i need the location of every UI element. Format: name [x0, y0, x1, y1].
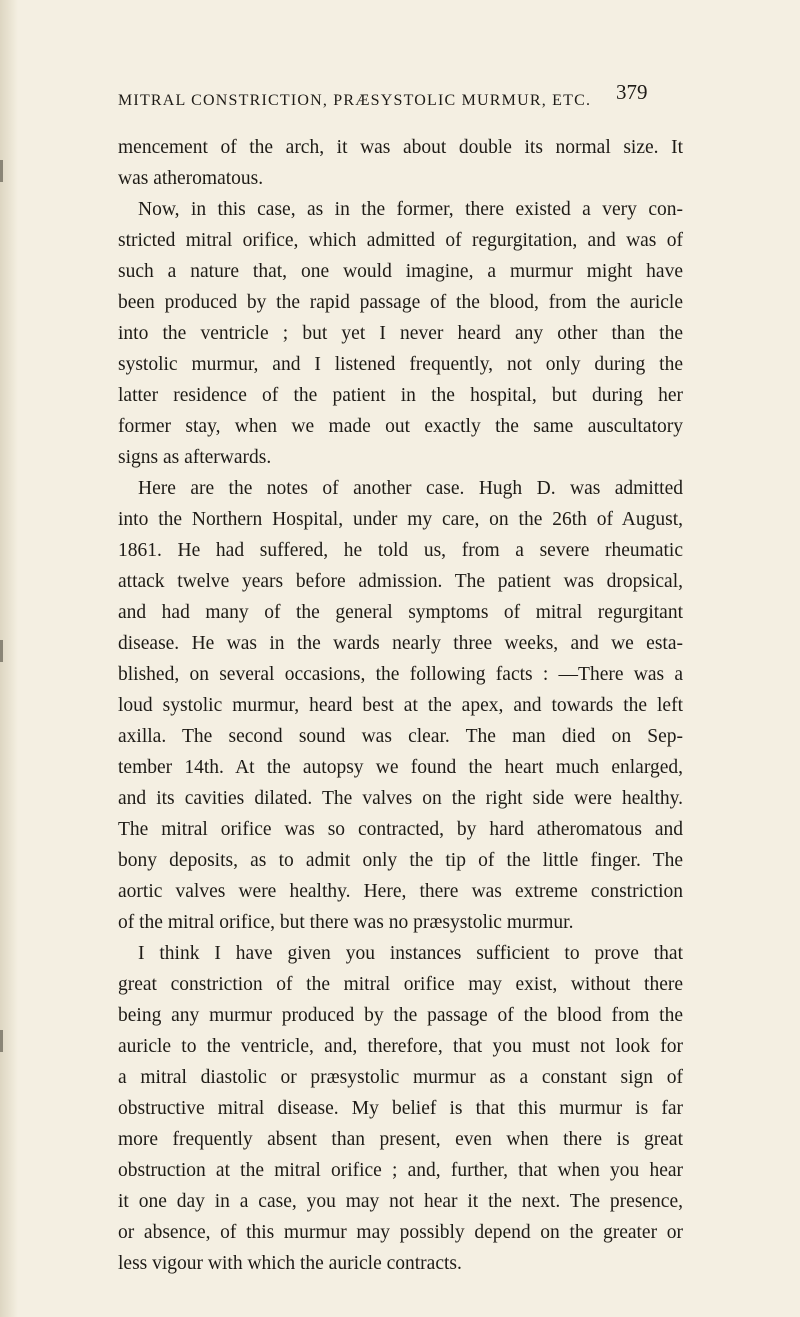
- text-line: I think I have given you instances sufficient to prove that: [138, 943, 683, 964]
- text-line: been produced by the rapid passage of the blood, from the auricle: [118, 292, 683, 313]
- text-line: it one day in a case, you may not hear it the next. The presence,: [118, 1191, 683, 1212]
- page-number: 379: [616, 80, 648, 104]
- text-line: blished, on several occasions, the following facts : —There was a: [118, 664, 683, 685]
- binding-mark: [0, 640, 3, 662]
- text-line: axilla. The second sound was clear. The man died on Sep-: [118, 726, 683, 747]
- text-line: Now, in this case, as in the former, there existed a very con-: [138, 199, 683, 220]
- text-line: aortic valves were healthy. Here, there was extreme constriction: [118, 881, 683, 902]
- text-line: was atheromatous.: [118, 168, 264, 189]
- text-line: and its cavities dilated. The valves on the right side were healthy.: [118, 788, 683, 809]
- body-text: [118, 132, 683, 1279]
- page-header: [118, 80, 648, 120]
- text-line: former stay, when we made out exactly the same auscultatory: [118, 416, 683, 437]
- text-line: being any murmur produced by the passage of the blood from the: [118, 1005, 683, 1026]
- text-line: more frequently absent than present, even when there is great: [118, 1129, 683, 1150]
- text-line: of the mitral orifice, but there was no præsystolic murmur.: [118, 912, 574, 933]
- text-line: bony deposits, as to admit only the tip of the little finger. The: [118, 850, 683, 871]
- text-line: systolic murmur, and I listened frequently, not only during the: [118, 354, 683, 375]
- text-line: great constriction of the mitral orifice may exist, without there: [118, 974, 683, 995]
- text-line: tember 14th. At the autopsy we found the heart much enlarged,: [118, 757, 683, 778]
- text-line: stricted mitral orifice, which admitted of regurgitation, and was of: [118, 230, 683, 251]
- text-line: disease. He was in the wards nearly three weeks, and we esta-: [118, 633, 683, 654]
- text-line: a mitral diastolic or præsystolic murmur as a constant sign of: [118, 1067, 683, 1088]
- text-line: attack twelve years before admission. The patient was dropsical,: [118, 571, 683, 592]
- text-line: obstructive mitral disease. My belief is that this murmur is far: [118, 1098, 683, 1119]
- text-line: or absence, of this murmur may possibly depend on the greater or: [118, 1222, 683, 1243]
- text-line: loud systolic murmur, heard best at the apex, and towards the left: [118, 695, 683, 716]
- running-head: MITRAL CONSTRICTION, PRÆSYSTOLIC MURMUR, ETC.: [118, 92, 592, 109]
- text-line: signs as afterwards.: [118, 447, 272, 468]
- binding-mark: [0, 1030, 3, 1052]
- text-line: 1861. He had suffered, he told us, from a severe rheumatic: [118, 540, 683, 561]
- text-line: such a nature that, one would imagine, a murmur might have: [118, 261, 683, 282]
- text-line: Here are the notes of another case. Hugh D. was admitted: [138, 478, 683, 499]
- binding-mark: [0, 160, 3, 182]
- text-line: latter residence of the patient in the hospital, but during her: [118, 385, 683, 406]
- text-line: less vigour with which the auricle contracts.: [118, 1253, 462, 1274]
- text-line: and had many of the general symptoms of mitral regurgitant: [118, 602, 683, 623]
- text-line: mencement of the arch, it was about double its normal size. It: [118, 137, 683, 158]
- text-line: auricle to the ventricle, and, therefore, that you must not look for: [118, 1036, 683, 1057]
- text-line: obstruction at the mitral orifice ; and, further, that when you hear: [118, 1160, 683, 1181]
- text-line: into the Northern Hospital, under my care, on the 26th of August,: [118, 509, 683, 530]
- text-line: The mitral orifice was so contracted, by hard atheromatous and: [118, 819, 683, 840]
- text-line: into the ventricle ; but yet I never heard any other than the: [118, 323, 683, 344]
